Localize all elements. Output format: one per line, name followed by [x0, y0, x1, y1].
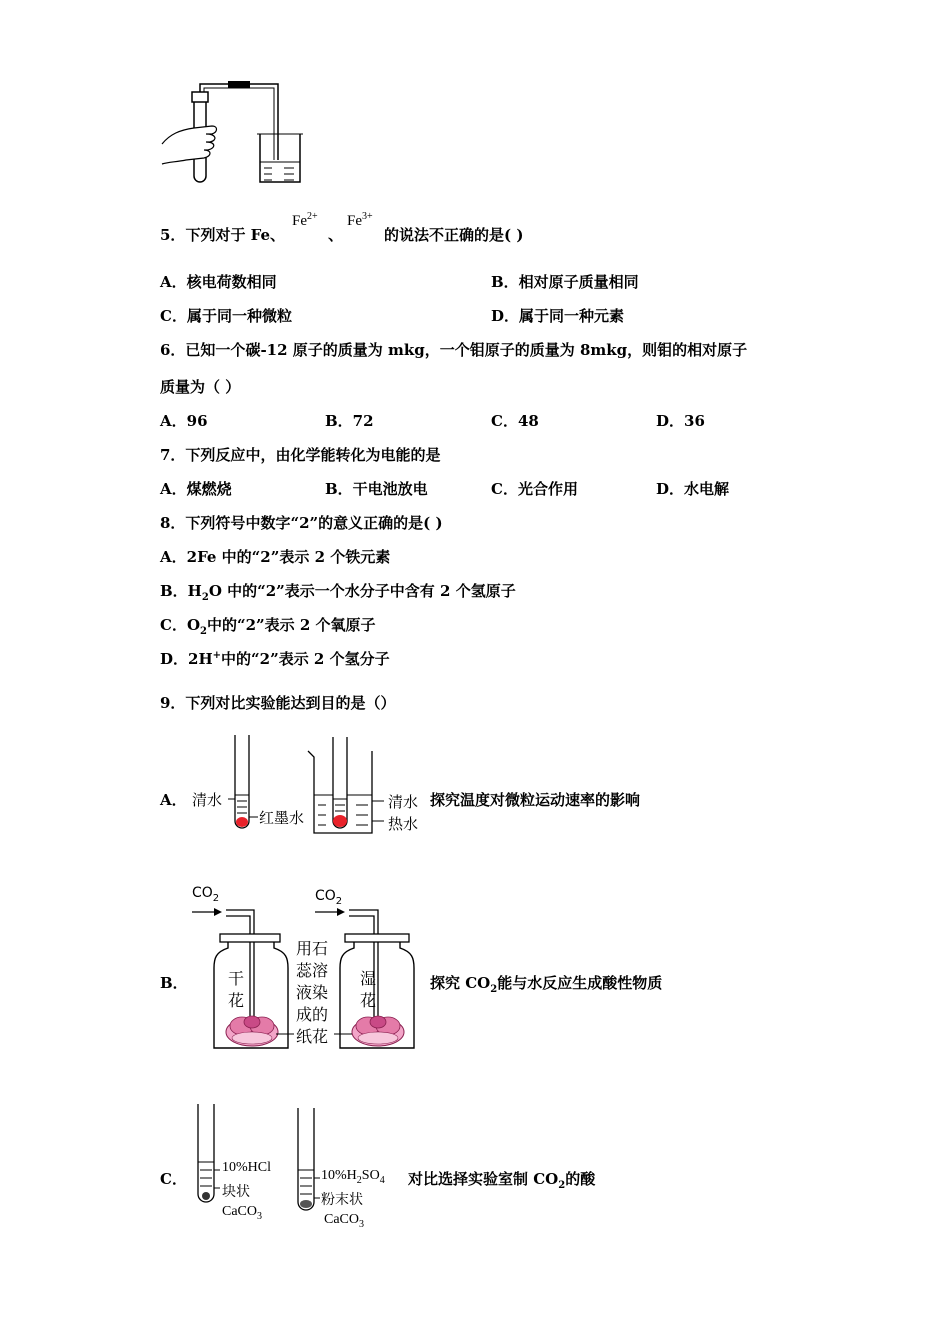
- question-9: 9．下列对比实验能达到目的是（）: [160, 694, 396, 712]
- fe3-symbol: $Fe^{3+}$: [347, 211, 373, 229]
- question-6-line2: 质量为（ ）: [160, 378, 241, 396]
- q7-option-a[interactable]: A．煤燃烧: [160, 480, 232, 498]
- q6-option-d[interactable]: D．36: [656, 412, 705, 430]
- question-8: 8．下列符号中数字“2”的意义正确的是( ): [160, 514, 443, 532]
- label-powder: 粉末状: [321, 1192, 363, 1208]
- q5-text-post: 的说法不正确的是( ): [384, 226, 524, 244]
- label-clear-water-left: 清水: [192, 791, 223, 809]
- q5-separator: 、: [328, 226, 344, 244]
- dry-flower-char-1: 干: [228, 969, 245, 988]
- label-10pct-h2so4: $10\%H_2SO_4$: [321, 1168, 385, 1186]
- q8-option-b[interactable]: B．$H_2O$ 中的“2”表示一个水分子中含有 2 个氢原子: [160, 582, 516, 603]
- q6-option-a[interactable]: A．96: [160, 412, 208, 430]
- q9a-description: 探究温度对微粒运动速率的影响: [430, 791, 641, 809]
- q5-number: 5．: [160, 226, 186, 244]
- wet-flower-char-2: 花: [360, 991, 377, 1010]
- dry-flower-char-2: 花: [228, 991, 245, 1010]
- q8-option-d[interactable]: D．2H+中的“2”表示 2 个氢分子: [160, 650, 390, 668]
- middle-label-4: 成的: [296, 1005, 329, 1024]
- q5-text-pre: 下列对于 Fe、: [185, 226, 286, 244]
- question-7: 7．下列反应中，由化学能转化为电能的是: [160, 446, 441, 464]
- question-5: [160, 224, 285, 245]
- q9b-figure: [190, 900, 430, 1060]
- q8-option-a[interactable]: A．2Fe 中的“2”表示 2 个铁元素: [160, 548, 391, 566]
- middle-label-3: 液染: [296, 983, 329, 1002]
- label-caco3-left: CaCO$_3$: [222, 1204, 262, 1222]
- label-hot-water: 热水: [388, 815, 419, 833]
- dry-flower: [226, 1016, 278, 1046]
- q9a-figure: [190, 733, 430, 838]
- red-ink-drop-left: [236, 817, 248, 827]
- q5-option-b[interactable]: B．相对原子质量相同: [491, 273, 639, 291]
- label-clear-water-right: 清水: [388, 793, 419, 811]
- middle-label-5: 纸花: [296, 1027, 329, 1046]
- fe2-symbol: $Fe^{2+}$: [292, 211, 318, 229]
- q7-option-c[interactable]: C．光合作用: [491, 480, 578, 498]
- q7-option-d[interactable]: D．水电解: [656, 480, 730, 498]
- co2-label-right: $CO_2$: [315, 888, 343, 907]
- wet-flower-char-1: 湿: [360, 969, 377, 988]
- q5-option-d[interactable]: D．属于同一种元素: [491, 307, 625, 325]
- label-10pct-hcl: 10%HCl: [222, 1160, 271, 1175]
- co2-label-left: $CO_2$: [192, 885, 220, 904]
- powder-caco3: [300, 1200, 312, 1208]
- middle-label-1: 用石: [296, 939, 329, 958]
- red-ink-drop-right: [333, 815, 347, 827]
- q9-option-b[interactable]: B．: [160, 974, 188, 992]
- q6-option-b[interactable]: B．72: [325, 412, 374, 430]
- wet-flower: [352, 1016, 404, 1046]
- q8-option-c[interactable]: C．$O_2$中的“2”表示 2 个氧原子: [160, 616, 376, 637]
- q9-option-c[interactable]: C．: [160, 1170, 187, 1188]
- label-red-ink: 红墨水: [259, 809, 305, 827]
- apparatus-figure-top: [160, 78, 310, 188]
- q6-option-c[interactable]: C．48: [491, 412, 539, 430]
- q9-option-a[interactable]: A．: [160, 791, 187, 809]
- question-6-line1: 6．已知一个碳-12 原子的质量为 mkg，一个钼原子的质量为 8mkg，则钼的相对原子: [160, 341, 748, 359]
- q9b-description: 探究 $CO_2$能与水反应生成酸性物质: [430, 974, 663, 995]
- label-lump: 块状: [222, 1184, 250, 1200]
- lump-caco3: [202, 1192, 210, 1200]
- q5-option-a[interactable]: A．核电荷数相同: [160, 273, 277, 291]
- q9c-description: 对比选择实验室制 $CO_2$的酸: [408, 1170, 596, 1191]
- q7-option-b[interactable]: B．干电池放电: [325, 480, 428, 498]
- label-caco3-right: CaCO$_3$: [324, 1212, 364, 1230]
- middle-label-2: 蕊溶: [296, 961, 329, 980]
- q5-option-c[interactable]: C．属于同一种微粒: [160, 307, 292, 325]
